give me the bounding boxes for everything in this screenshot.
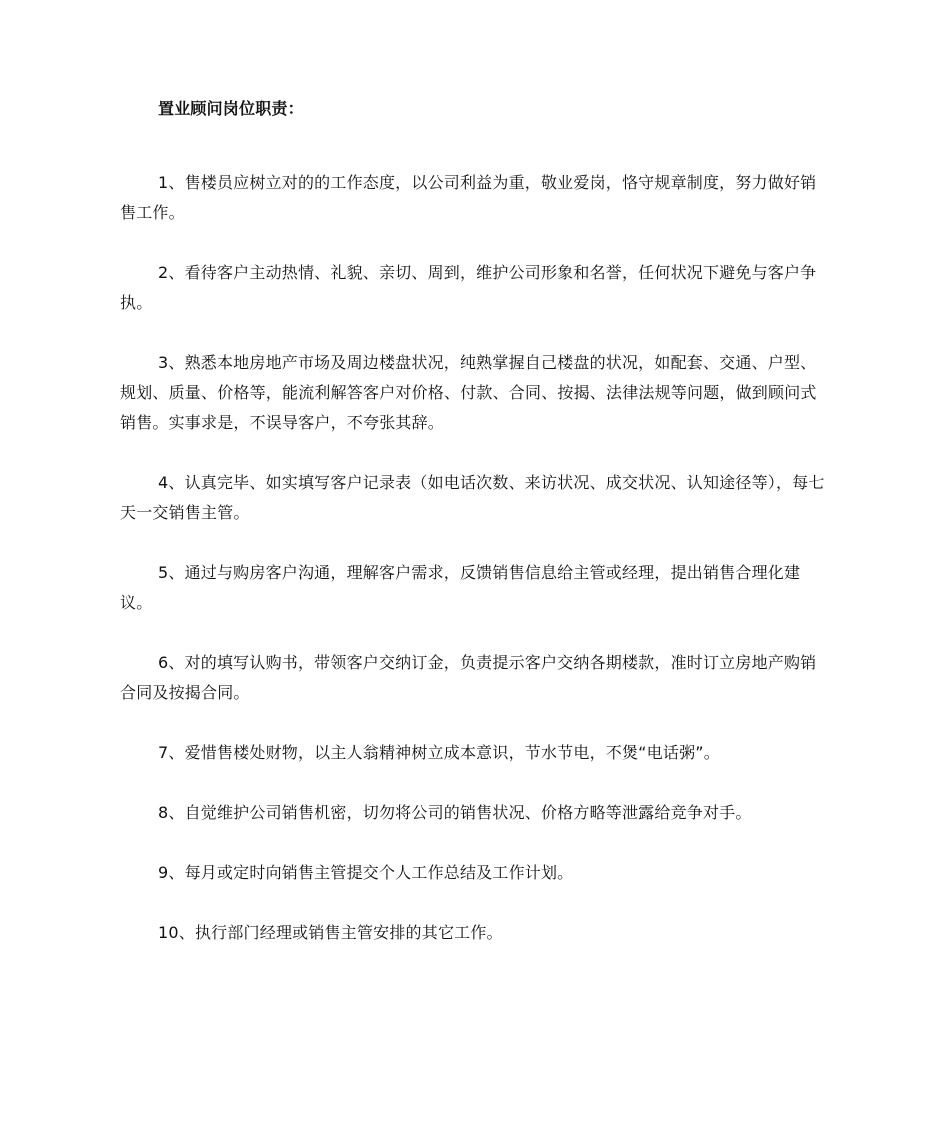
- duty-item-4: 4、认真完毕、如实填写客户记录表（如电话次数、来访状况、成交状况、认知途径等），每七天一交销售主管。: [120, 473, 825, 522]
- duty-item-5: 5、通过与购房客户沟通，理解客户需求，反馈销售信息给主管或经理，提出销售合理化建议。: [120, 563, 801, 612]
- duty-item-3: 3、熟悉本地房地产市场及周边楼盘状况，纯熟掌握自己楼盘的状况，如配套、交通、户型、规划、质量、价格等，能流利解答客户对价格、付款、合同、按揭、法律法规等问题，做到顾问式销售。实事求是，不误导客户，不夸张其辞。: [120, 353, 817, 432]
- duty-item-8: 8、自觉维护公司销售机密，切勿将公司的销售状况、价格方略等泄露给竞争对手。: [158, 803, 752, 822]
- duty-item-2: 2、看待客户主动热情、礼貌、亲切、周到，维护公司形象和名誉，任何状况下避免与客户争执。: [120, 263, 817, 312]
- duty-item-1: 1、售楼员应树立对的的工作态度，以公司利益为重，敬业爱岗，恪守规章制度，努力做好销售工作。: [120, 173, 817, 222]
- page-title: 置业顾问岗位职责：: [158, 99, 304, 118]
- duty-item-6: 6、对的填写认购书，带领客户交纳订金，负责提示客户交纳各期楼款，准时订立房地产购销合同及按揭合同。: [120, 653, 817, 702]
- duty-item-10: 10、执行部门经理或销售主管安排的其它工作。: [158, 923, 503, 942]
- document-content: [120, 94, 830, 948]
- duty-item-9: 9、每月或定时向销售主管提交个人工作总结及工作计划。: [158, 863, 574, 882]
- duty-item-7: 7、爱惜售楼处财物，以主人翁精神树立成本意识，节水节电，不煲“电话粥”。: [158, 743, 720, 762]
